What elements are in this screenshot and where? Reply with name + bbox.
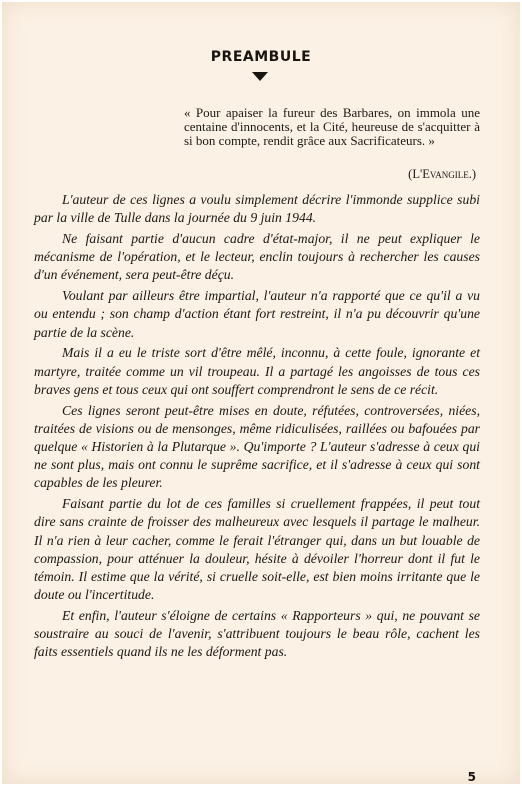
- attribution-close: .): [468, 167, 476, 181]
- paragraph: Et enfin, l'auteur s'éloigne de certains « Rapporteurs » qui, ne pouvant se soustraire au souci de l'avenir, s'attribuent toujours le beau rôle, cachent les faits essentiels quand ils ne les déforment pas.: [34, 608, 480, 660]
- book-page: [2, 2, 520, 784]
- attribution-open: (L': [408, 167, 423, 181]
- attribution-name: Evangile: [422, 167, 469, 181]
- paragraph: Ne faisant partie d'aucun cadre d'état-major, il ne peut expliquer le mécanisme de l'opération, et le lecteur, enclin toujours à rechercher les causes d'un événement, sera peut-être déçu.: [34, 231, 480, 283]
- paragraph: L'auteur de ces lignes a voulu simplement décrire l'immonde supplice subi par la ville de Tulle dans la journée du 9 juin 1944.: [34, 192, 480, 226]
- paragraph: Ces lignes seront peut-être mises en doute, réfutées, controversées, niées, traitées de visions ou de mensonges, même ridiculisées, raillées ou bafouées par quelque « Historien à la Plutarque ». Qu'importe ? L'auteur s'adresse à ceux qui ne sont plus, mais ont connu le suprême sacrifice, et il s'adresse à ceux qui sont capables de les pleurer.: [34, 402, 480, 491]
- page-number: 5: [467, 770, 476, 784]
- triangle-down-icon: [252, 72, 268, 81]
- paragraph: Mais il a eu le triste sort d'être mêlé, inconnu, à cette foule, ignorante et martyre, traitée comme un vil troupeau. Il a partagé les angoisses de tous ces braves gens et tous ceux qui ont souffert comprendront le sens de ce récit.: [34, 345, 480, 397]
- paragraph: Faisant partie du lot de ces familles si cruellement frappées, il peut tout dire sans crainte de froisser des malheureux avec lesquels il partage le malheur. Il n'a rien à leur cacher, comme le ferait l'étranger qui, dans un but louable de compassion, pour atténuer la douleur, hésite à dévoiler l'horreur dont il fut le témoin. Il estime que la vérité, si cruelle soit-elle, est bien moins irritante que le doute ou l'incertitude.: [34, 496, 480, 603]
- epigraph-attribution: [408, 167, 476, 182]
- page-title: PREAMBULE: [210, 49, 312, 65]
- paragraph: Voulant par ailleurs être impartial, l'auteur n'a rapporté que ce qu'il a vu ou entendu ; son champ d'action étant fort restreint, il n'a pu découvrir qu'une partie de la scène.: [34, 288, 480, 340]
- epigraph-quote: « Pour apaiser la fureur des Barbares, on immola une centaine d'innocents, et la Cité, heureuse de s'acquitter à si bon compte, rendit grâce aux Sacrificateurs. »: [184, 105, 480, 148]
- preamble-body: [34, 191, 480, 664]
